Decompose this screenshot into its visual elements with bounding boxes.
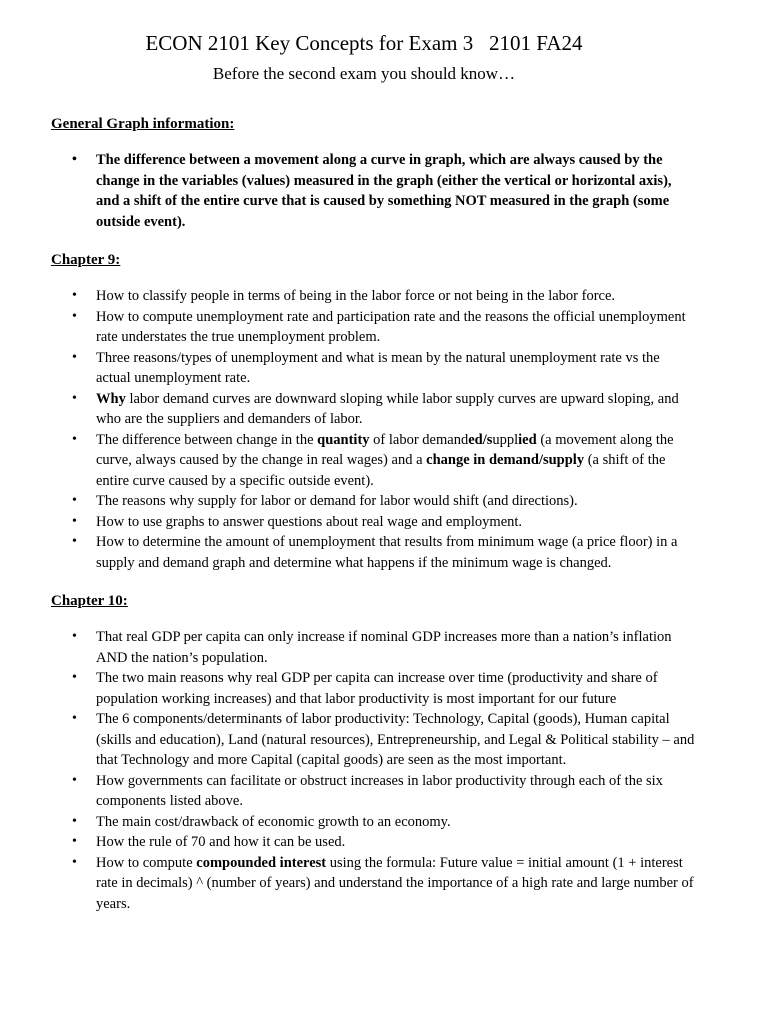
list-item: • That real GDP per capita can only increase if nominal GDP increases more than a nation’s inflation AND the nation’s population. — [72, 629, 672, 666]
bullet-icon: • — [72, 629, 77, 644]
bullet-icon: • — [72, 349, 77, 365]
page-title: ECON 2101 Key Concepts for Exam 3 2101 FA24 — [145, 31, 583, 55]
section-heading-general: General Graph information: — [51, 116, 235, 132]
list-item: • The two main reasons why real GDP per capita can increase over time (productivity and share of population working increases) and that labor productivity is most important for our future — [72, 670, 658, 707]
bullet-icon: • — [72, 493, 77, 508]
bullet-icon: • — [72, 534, 77, 549]
bullet-icon: • — [72, 431, 77, 447]
bullet-icon: • — [72, 670, 77, 685]
list-item: • The reasons why supply for labor or demand for labor would shift (and directions). — [0, 491, 690, 512]
list-item: • How governments can facilitate or obstruct increases in labor productivity through each of the six components listed above. — [72, 772, 663, 809]
section-heading-chapter-10: Chapter 10: — [51, 593, 128, 609]
list-item: • How to classify people in terms of being in the labor force or not being in the labor force. — [0, 286, 690, 307]
list-item: • The 6 components/determinants of labor productivity: Technology, Capital (goods), Human capital (skills and education), Land (natural resources), Entrepreneurship, and Legal & Political stability – and that Technology and more Capital (capital goods) are seen as the most important. — [72, 711, 695, 768]
bullet-icon: • — [72, 711, 77, 726]
list-item: • How to determine the amount of unemployment that results from minimum wage (a price floor) in a supply and demand graph and determine what happens if the minimum wage is changed. — [72, 534, 678, 571]
bullet-icon: • — [72, 854, 77, 870]
list-item: • Why labor demand curves are downward sloping while labor supply curves are upward sloping, and who are the suppliers and demanders of labor. — [72, 390, 679, 427]
bullet-icon: • — [72, 152, 77, 167]
bullet-icon: • — [72, 513, 77, 529]
list-item: • The difference between change in the quantity of labor demanded/supplied (a movement along the curve, always caused by the change in real wages) and a change in demand/supply (a shift of the entire curve caused by a specific outside event). — [72, 431, 674, 489]
list-item: • How to use graphs to answer questions about real wage and employment. — [0, 512, 690, 533]
list-item: • How to compute compounded interest using the formula: Future value = initial amount (1 + interest rate in decimals) ^ (number of years) and understand the importance of a high rate and large number of years. — [72, 854, 694, 912]
bullet-icon: • — [72, 772, 77, 788]
list-item: • How to compute unemployment rate and participation rate and the reasons the official unemployment rate understates the true unemployment problem. — [72, 308, 686, 345]
general-list — [0, 150, 690, 232]
chapter-9-list — [0, 286, 690, 573]
page-subtitle: Before the second exam you should know… — [212, 64, 516, 83]
list-item: • The main cost/drawback of economic growth to an economy. — [0, 812, 702, 833]
bullet-icon: • — [72, 288, 77, 303]
bullet-icon: • — [72, 834, 77, 849]
list-item: • The difference between a movement along a curve in graph, which are always caused by the change in the variables (values) measured in the graph (either the vertical or horizontal axis), and a shift of the entire curve that is caused by something NOT measured in the graph (some outside event). — [72, 152, 672, 230]
chapter-10-list — [0, 627, 702, 914]
list-item: • How the rule of 70 and how it can be used. — [0, 832, 702, 853]
section-heading-chapter-9: Chapter 9: — [51, 252, 121, 268]
list-item: • Three reasons/types of unemployment and what is mean by the natural unemployment rate vs the actual unemployment rate. — [72, 349, 660, 386]
bullet-icon: • — [72, 813, 77, 829]
bullet-icon: • — [72, 390, 77, 406]
bullet-icon: • — [72, 308, 77, 324]
